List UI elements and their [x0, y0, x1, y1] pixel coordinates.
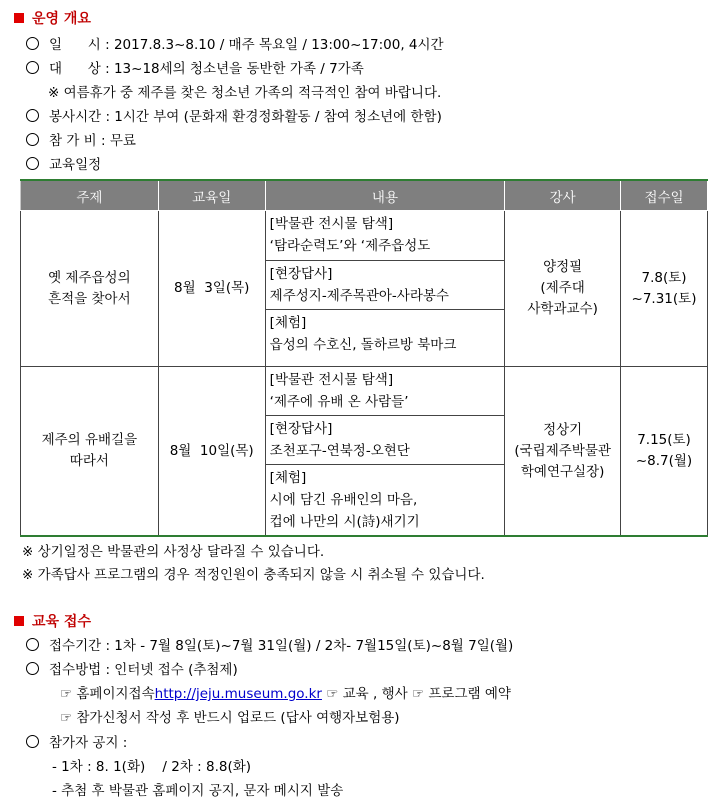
table-header-row	[21, 180, 708, 211]
content-cell	[265, 465, 505, 537]
registration-line: ~7.31(토)	[631, 290, 697, 307]
item-reg-method	[26, 658, 238, 678]
item-text: 접수방법 : 인터넷 접수 (추첨제)	[49, 662, 238, 678]
topic-line: 옛 제주읍성의	[48, 269, 131, 286]
item-announce	[26, 731, 127, 751]
section-title-text: 교육 접수	[32, 614, 91, 630]
instructor-line: (제주대	[540, 280, 585, 296]
content-line: [체험]	[269, 470, 307, 486]
circle-bullet-icon	[26, 133, 39, 146]
registration-line: 7.8(토)	[641, 269, 687, 286]
table-row	[21, 367, 708, 416]
date-cell: 8월 3일(목)	[158, 211, 265, 367]
circle-bullet-icon	[26, 37, 39, 50]
content-line: [박물관 전시물 탐색]	[269, 372, 394, 388]
item-fee	[26, 129, 136, 149]
item-datetime	[26, 33, 444, 53]
item-text: 교육일정	[49, 157, 102, 173]
museum-homepage-link[interactable]: http://jeju.museum.go.kr	[154, 686, 322, 702]
item-text: 참 가 비 : 무료	[49, 133, 136, 149]
instructor-cell	[505, 367, 621, 537]
content-line: 제주성지-제주목관아-사라봉수	[269, 288, 449, 304]
registration-line: ~8.7(월)	[635, 453, 693, 469]
content-line: [체험]	[269, 315, 307, 331]
header-date: 교육일	[158, 180, 265, 211]
step-text: ☞ 홈페이지접속	[60, 686, 155, 702]
circle-bullet-icon	[26, 638, 39, 651]
red-square-icon	[14, 616, 24, 626]
item-text: 봉사시간 : 1시간 부여 (문화재 환경정화활동 / 참여 청소년에 한함)	[49, 109, 442, 125]
circle-bullet-icon	[26, 157, 39, 170]
topic-line: 흔적을 찾아서	[48, 290, 131, 307]
topic-cell	[21, 367, 159, 537]
header-instructor: 강사	[505, 180, 621, 211]
date-cell: 8월 10일(목)	[158, 367, 265, 537]
schedule-table	[20, 179, 708, 537]
content-cell	[265, 367, 505, 416]
announce-dates: - 1차 : 8. 1(화) / 2차 : 8.8(화)	[52, 759, 252, 775]
header-registration: 접수일	[621, 180, 708, 211]
table-row	[21, 211, 708, 261]
instructor-line: (국립제주박물관	[514, 442, 611, 459]
note-schedule-change: ※ 상기일정은 박물관의 사정상 달라질 수 있습니다.	[22, 544, 325, 560]
item-volunteer	[26, 105, 442, 125]
content-line: 시에 담긴 유배인의 마음,	[269, 492, 418, 508]
content-line: ‘제주에 유배 온 사람들’	[269, 394, 409, 410]
content-cell	[265, 261, 505, 310]
section-title-overview	[14, 8, 91, 28]
announce-method: - 추첨 후 박물관 홈페이지 공지, 문자 메시지 발송	[52, 783, 344, 799]
step-upload: ☞ 참가신청서 작성 후 반드시 업로드 (답사 여행자보험용)	[60, 710, 400, 726]
item-text: 참가자 공지 :	[49, 735, 128, 751]
content-line: 컵에 나만의 시(詩)새기기	[269, 514, 420, 530]
instructor-line: 양정필	[543, 259, 583, 275]
content-cell	[265, 310, 505, 367]
circle-bullet-icon	[26, 735, 39, 748]
section-title-text: 운영 개요	[32, 11, 91, 27]
registration-cell	[621, 211, 708, 367]
section-title-registration	[14, 611, 91, 631]
instructor-line: 사학과교수)	[527, 301, 598, 317]
item-target	[26, 57, 364, 77]
instructor-line: 학예연구실장)	[520, 463, 605, 480]
instructor-cell	[505, 211, 621, 367]
content-line: 조천포구-연북정-오현단	[269, 443, 410, 459]
note-cancellation: ※ 가족답사 프로그램의 경우 적정인원이 충족되지 않을 시 취소될 수 있습니다.	[22, 567, 485, 583]
registration-cell	[621, 367, 708, 537]
step-homepage	[60, 682, 511, 702]
step-text: ☞ 교육 , 행사 ☞ 프로그램 예약	[321, 686, 511, 702]
header-content: 내용	[265, 180, 505, 211]
content-line: ‘탐라순력도’와 ‘제주읍성도	[269, 238, 431, 254]
circle-bullet-icon	[26, 109, 39, 122]
circle-bullet-icon	[26, 662, 39, 675]
item-text: 일 시 : 2017.8.3~8.10 / 매주 목요일 / 13:00~17:00, 4시간	[49, 37, 444, 53]
instructor-line: 정상기	[543, 421, 583, 438]
header-topic: 주제	[21, 180, 159, 211]
topic-line: 따라서	[69, 453, 109, 469]
content-cell	[265, 416, 505, 465]
item-text: 접수기간 : 1차 - 7월 8일(토)~7월 31일(월) / 2차- 7월15일(토)~8월 7일(월)	[49, 638, 514, 654]
content-line: [현장답사]	[269, 421, 333, 437]
content-line: [박물관 전시물 탐색]	[269, 216, 394, 232]
content-line: [현장답사]	[269, 266, 333, 282]
topic-line: 제주의 유배길을	[41, 432, 138, 448]
content-line: 읍성의 수호신, 돌하르방 북마크	[269, 337, 457, 353]
content-cell	[265, 211, 505, 261]
circle-bullet-icon	[26, 61, 39, 74]
item-text: 대 상 : 13~18세의 청소년을 동반한 가족 / 7가족	[49, 61, 364, 77]
registration-line: 7.15(토)	[637, 432, 691, 448]
item-schedule	[26, 153, 101, 173]
item-note: ※ 여름휴가 중 제주를 찾은 청소년 가족의 적극적인 참여 바랍니다.	[48, 85, 442, 101]
red-square-icon	[14, 13, 24, 23]
item-reg-period	[26, 634, 513, 654]
topic-cell	[21, 211, 159, 367]
